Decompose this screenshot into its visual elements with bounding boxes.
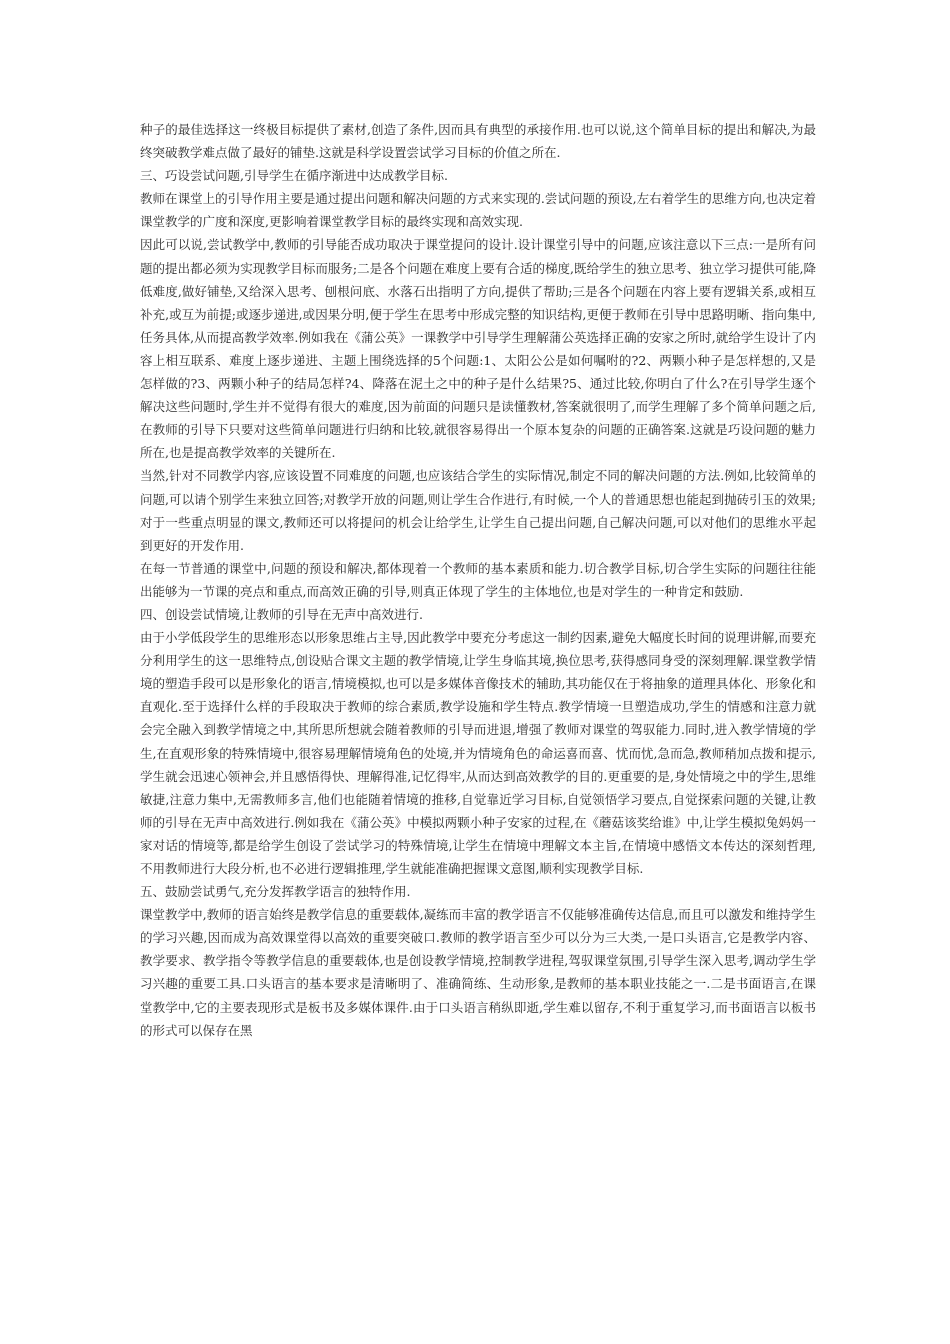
document-body (140, 118, 816, 1042)
paragraph-teacher-guidance: 教师在课堂上的引导作用主要是通过提出问题和解决问题的方式来实现的.尝试问题的预设,左右着学生的思维方向,也决定着课堂教学的广度和深度,更影响着课堂教学目标的最终实现和高效实现. (140, 191, 816, 230)
section-heading-4: 四、创设尝试情境,让教师的引导在无声中高效进行. (140, 606, 423, 622)
paragraph-question-design: 因此可以说,尝试教学中,教师的引导能否成功取决于课堂提问的设计.设计课堂引导中的问题,应该注意以下三点:一是所有问题的提出都必须为实现教学目标而服务;二是各个问题在难度上要有合适的梯度,既给学生的独立思考、独立学习提供可能,降低难度,做好铺垫,又给深入思考、刨根问底、水落石出指明了方向,提供了帮助;三是各个问题在内容上要有逻辑关系,或相互补充,或互为前提;或逐步递进,或因果分明,便于学生在思考中形成完整的知识结构,更便于教师在引导中思路明晰、指向集中,任务具体,从而提高教学效率.例如我在《蒲公英》一课教学中引导学生理解蒲公英选择正确的安家之所时,就给学生设计了内容上相互联系、难度上逐步递进、主题上围绕选择的5个问题:1、太阳公公是如何嘱咐的?2、两颗小种子是怎样想的,又是怎样做的?3、两颗小种子的结局怎样?4、降落在泥土之中的种子是什么结果?5、通过比较,你明白了什么?在引导学生逐个解决这些问题时,学生并不觉得有很大的难度,因为前面的问题只是读懂教材,答案就很明了,而学生理解了多个简单问题之后,在教师的引导下只要对这些简单问题进行归纳和比较,就很容易得出一个原本复杂的问题的正确答案.这就是巧设问题的魅力所在,也是提高教学效率的关键所在. (140, 237, 816, 461)
paragraph-target-summary: 种子的最佳选择这一终极目标提供了素材,创造了条件,因而具有典型的承接作用.也可以说,这个简单目标的提出和解决,为最终突破教学难点做了最好的铺垫.这就是科学设置尝试学习目标的价值之所在. (140, 122, 816, 161)
paragraph-teaching-situation: 由于小学低段学生的思维形态以形象思维占主导,因此教学中要充分考虑这一制约因素,避免大幅度长时间的说理讲解,而要充分利用学生的这一思维特点,创设贴合课文主题的教学情境,让学生身临其境,换位思考,获得感同身受的深刻理解.课堂教学情境的塑造手段可以是形象化的语言,情境模拟,也可以是多媒体音像技术的辅助,其功能仅在于将抽象的道理具体化、形象化和直观化.至于选择什么样的手段取决于教师的综合素质,教学设施和学生特点.教学情境一旦塑造成功,学生的情感和注意力就会完全融入到教学情境之中,其所思所想就会随着教师的引导而进退,增强了教师对课堂的驾驭能力.同时,进入教学情境的学生,在直观形象的特殊情境中,很容易理解情境角色的处境,并为情境角色的命运喜而喜、忧而忧,急而急,教师稍加点拨和提示,学生就会迅速心领神会,并且感悟得快、理解得准,记忆得牢,从而达到高效教学的目的.更重要的是,身处情境之中的学生,思维敏捷,注意力集中,无需教师多言,他们也能随着情境的推移,自觉靠近学习目标,自觉领悟学习要点,自觉探索问题的关键,让教师的引导在无声中高效进行.例如我在《蒲公英》中模拟两颗小种子安家的过程,在《蘑菇该奖给谁》中,让学生模拟兔妈妈一家对话的情境等,都是给学生创设了尝试学习的特殊情境,让学生在情境中理解文本主旨,在情境中感悟文本传达的深刻哲理,不用教师进行大段分析,也不必进行逻辑推理,学生就能准确把握课文意图,顺利实现教学目标. (140, 630, 816, 876)
paragraph-question-value: 在每一节普通的课堂中,问题的预设和解决,都体现着一个教师的基本素质和能力.切合教学目标,切合学生实际的问题往往能出能够为一节课的亮点和重点,而高效正确的引导,则真正体现了学生的主体地位,也是对学生的一种肯定和鼓励. (140, 560, 816, 599)
paragraph-teaching-language: 课堂教学中,教师的语言始终是教学信息的重要载体,凝练而丰富的教学语言不仅能够准确传达信息,而且可以激发和维持学生的学习兴趣,因而成为高效课堂得以高效的重要突破口.教师的教学语言至少可以分为三大类,一是口头语言,它是教学内容、教学要求、教学指令等教学信息的重要载体,也是创设教学情境,控制教学进程,驾驭课堂氛围,引导学生深入思考,调动学生学习兴趣的重要工具.口头语言的基本要求是清晰明了、准确简练、生动形象,是教师的基本职业技能之一.二是书面语言,在课堂教学中,它的主要表现形式是板书及多媒体课件.由于口头语言稍纵即逝,学生难以留存,不利于重复学习,而书面语言以板书的形式可以保存在黑 (140, 907, 816, 1038)
section-heading-5: 五、鼓励尝试勇气,充分发挥教学语言的独特作用. (140, 884, 411, 900)
section-heading-3: 三、巧设尝试问题,引导学生在循序渐进中达成教学目标. (140, 168, 448, 184)
paragraph-question-difficulty: 当然,针对不同教学内容,应该设置不同难度的问题,也应该结合学生的实际情况,制定不同的解决问题的方法.例如,比较简单的问题,可以请个别学生来独立回答;对教学开放的问题,则让学生合作进行,有时候,一个人的普通思想也能起到抛砖引玉的效果;对于一些重点明显的课文,教师还可以将提问的机会让给学生,让学生自己提出问题,自己解决问题,可以对他们的思维水平起到更好的开发作用. (140, 468, 816, 553)
